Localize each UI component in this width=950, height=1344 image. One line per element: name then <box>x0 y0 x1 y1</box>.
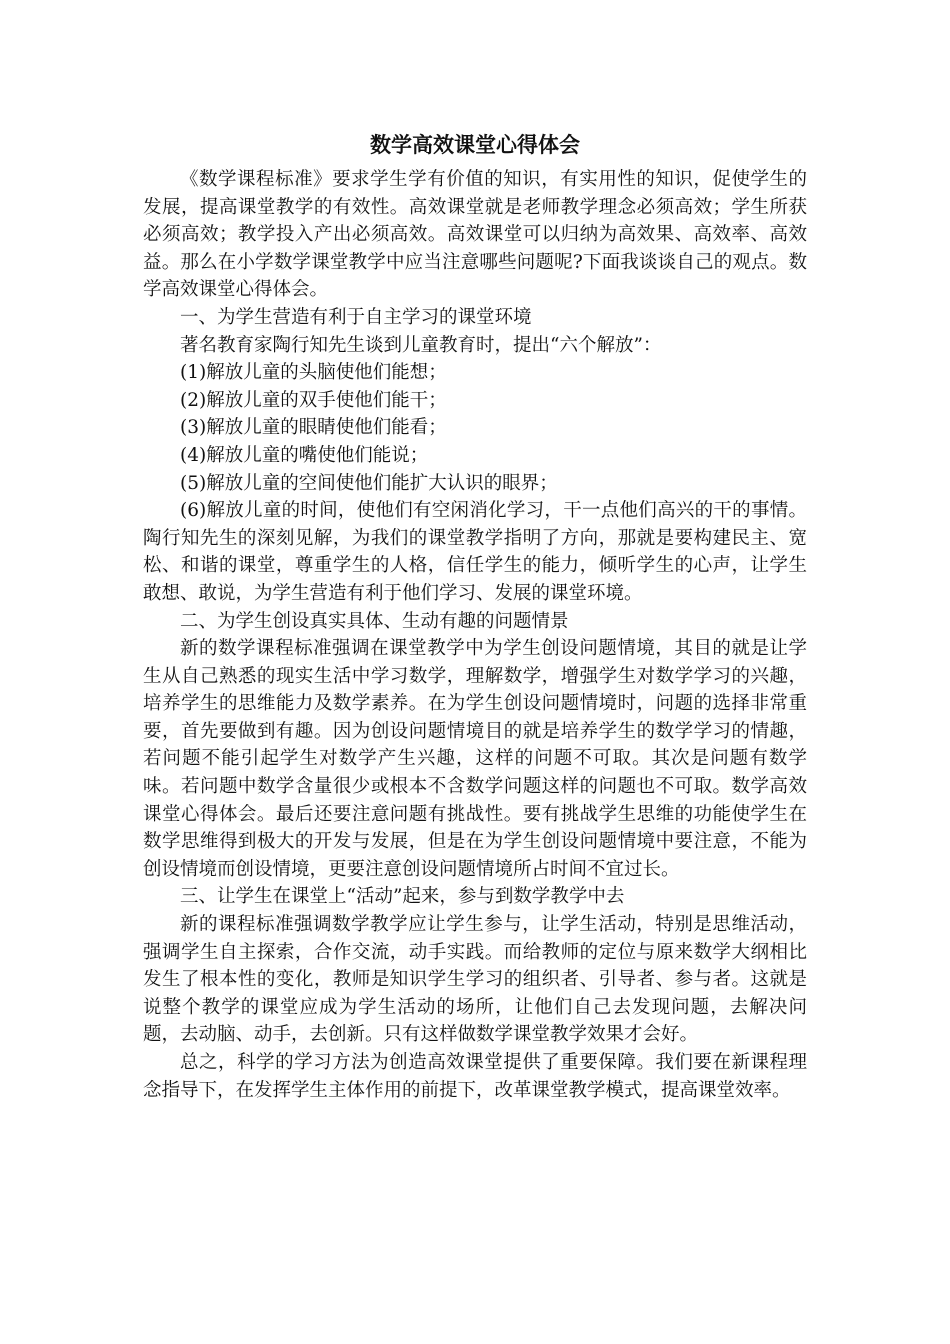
list-item: (5)解放儿童的空间使他们能扩大认识的眼界； <box>180 472 558 494</box>
list-item: (1)解放儿童的头脑使他们能想； <box>180 362 447 384</box>
section-heading-2: 二、为学生创设真实具体、生动有趣的问题情景 <box>180 610 569 632</box>
list-item: (2)解放儿童的双手使他们能干； <box>180 389 447 411</box>
document-title: 数学高效课堂心得体会 <box>370 132 580 157</box>
document-body <box>143 130 807 1104</box>
list-item: (3)解放儿童的眼睛使他们能看； <box>180 417 447 439</box>
section-heading-3: 三、让学生在课堂上“活动”起来，参与到数学教学中去 <box>180 886 625 908</box>
paragraph: 新的数学课程标准强调在课堂教学中为学生创设问题情境，其目的就是让学生从自己熟悉的现实生活中学习数学，理解数学，增强学生对数学学习的兴趣，培养学生的思维能力及数学素养。在为学生创设问题情境时，问题的选择非常重要，首先要做到有趣。因为创设问题情境目的就是培养学生的数学学习的情趣，若问题不能引起学生对数学产生兴趣，这样的问题不可取。其次是问题有数学味。若问题中数学含量很少或根本不含数学问题这样的问题也不可取。数学高效课堂心得体会。最后还要注意问题有挑战性。要有挑战学生思维的功能使学生在数学思维得到极大的开发与发展，但是在为学生创设问题情境中要注意，不能为创设情境而创设情境，更要注意创设问题情境所占时间不宜过长。 <box>143 638 807 880</box>
paragraph-conclusion: 总之，科学的学习方法为创造高效课堂提供了重要保障。我们要在新课程理念指导下，在发挥学生主体作用的前提下，改革课堂教学模式，提高课堂效率。 <box>143 1052 807 1101</box>
section-heading-1: 一、为学生营造有利于自主学习的课堂环境 <box>180 306 532 328</box>
list-item: (6)解放儿童的时间，使他们有空闲消化学习，干一点他们高兴的干的事情。陶行知先生的深刻见解，为我们的课堂教学指明了方向，那就是要构建民主、宽松、和谐的课堂，尊重学生的人格，信任学生的能力，倾听学生的心声，让学生敢想、敢说，为学生营造有利于他们学习、发展的课堂环境。 <box>143 500 807 604</box>
paragraph: 新的课程标准强调数学教学应让学生参与，让学生活动，特别是思维活动，强调学生自主探索，合作交流，动手实践。而给教师的定位与原来数学大纲相比发生了根本性的变化，教师是知识学生学习的组织者、引导者、参与者。这就是说整个教学的课堂应成为学生活动的场所，让他们自己去发现问题，去解决问题，去动脑、动手，去创新。只有这样做数学课堂教学效果才会好。 <box>143 914 807 1046</box>
list-item: (4)解放儿童的嘴使他们能说； <box>180 444 429 466</box>
paragraph: 著名教育家陶行知先生谈到儿童教育时，提出“六个解放”： <box>180 334 662 356</box>
paragraph-intro: 《数学课程标准》要求学生学有价值的知识，有实用性的知识，促使学生的发展，提高课堂教学的有效性。高效课堂就是老师教学理念必须高效；学生所获必须高效；教学投入产出必须高效。高效课堂可以归纳为高效果、高效率、高效益。那么在小学数学课堂教学中应当注意哪些问题呢?下面我谈谈自己的观点。数学高效课堂心得体会。 <box>143 169 807 301</box>
